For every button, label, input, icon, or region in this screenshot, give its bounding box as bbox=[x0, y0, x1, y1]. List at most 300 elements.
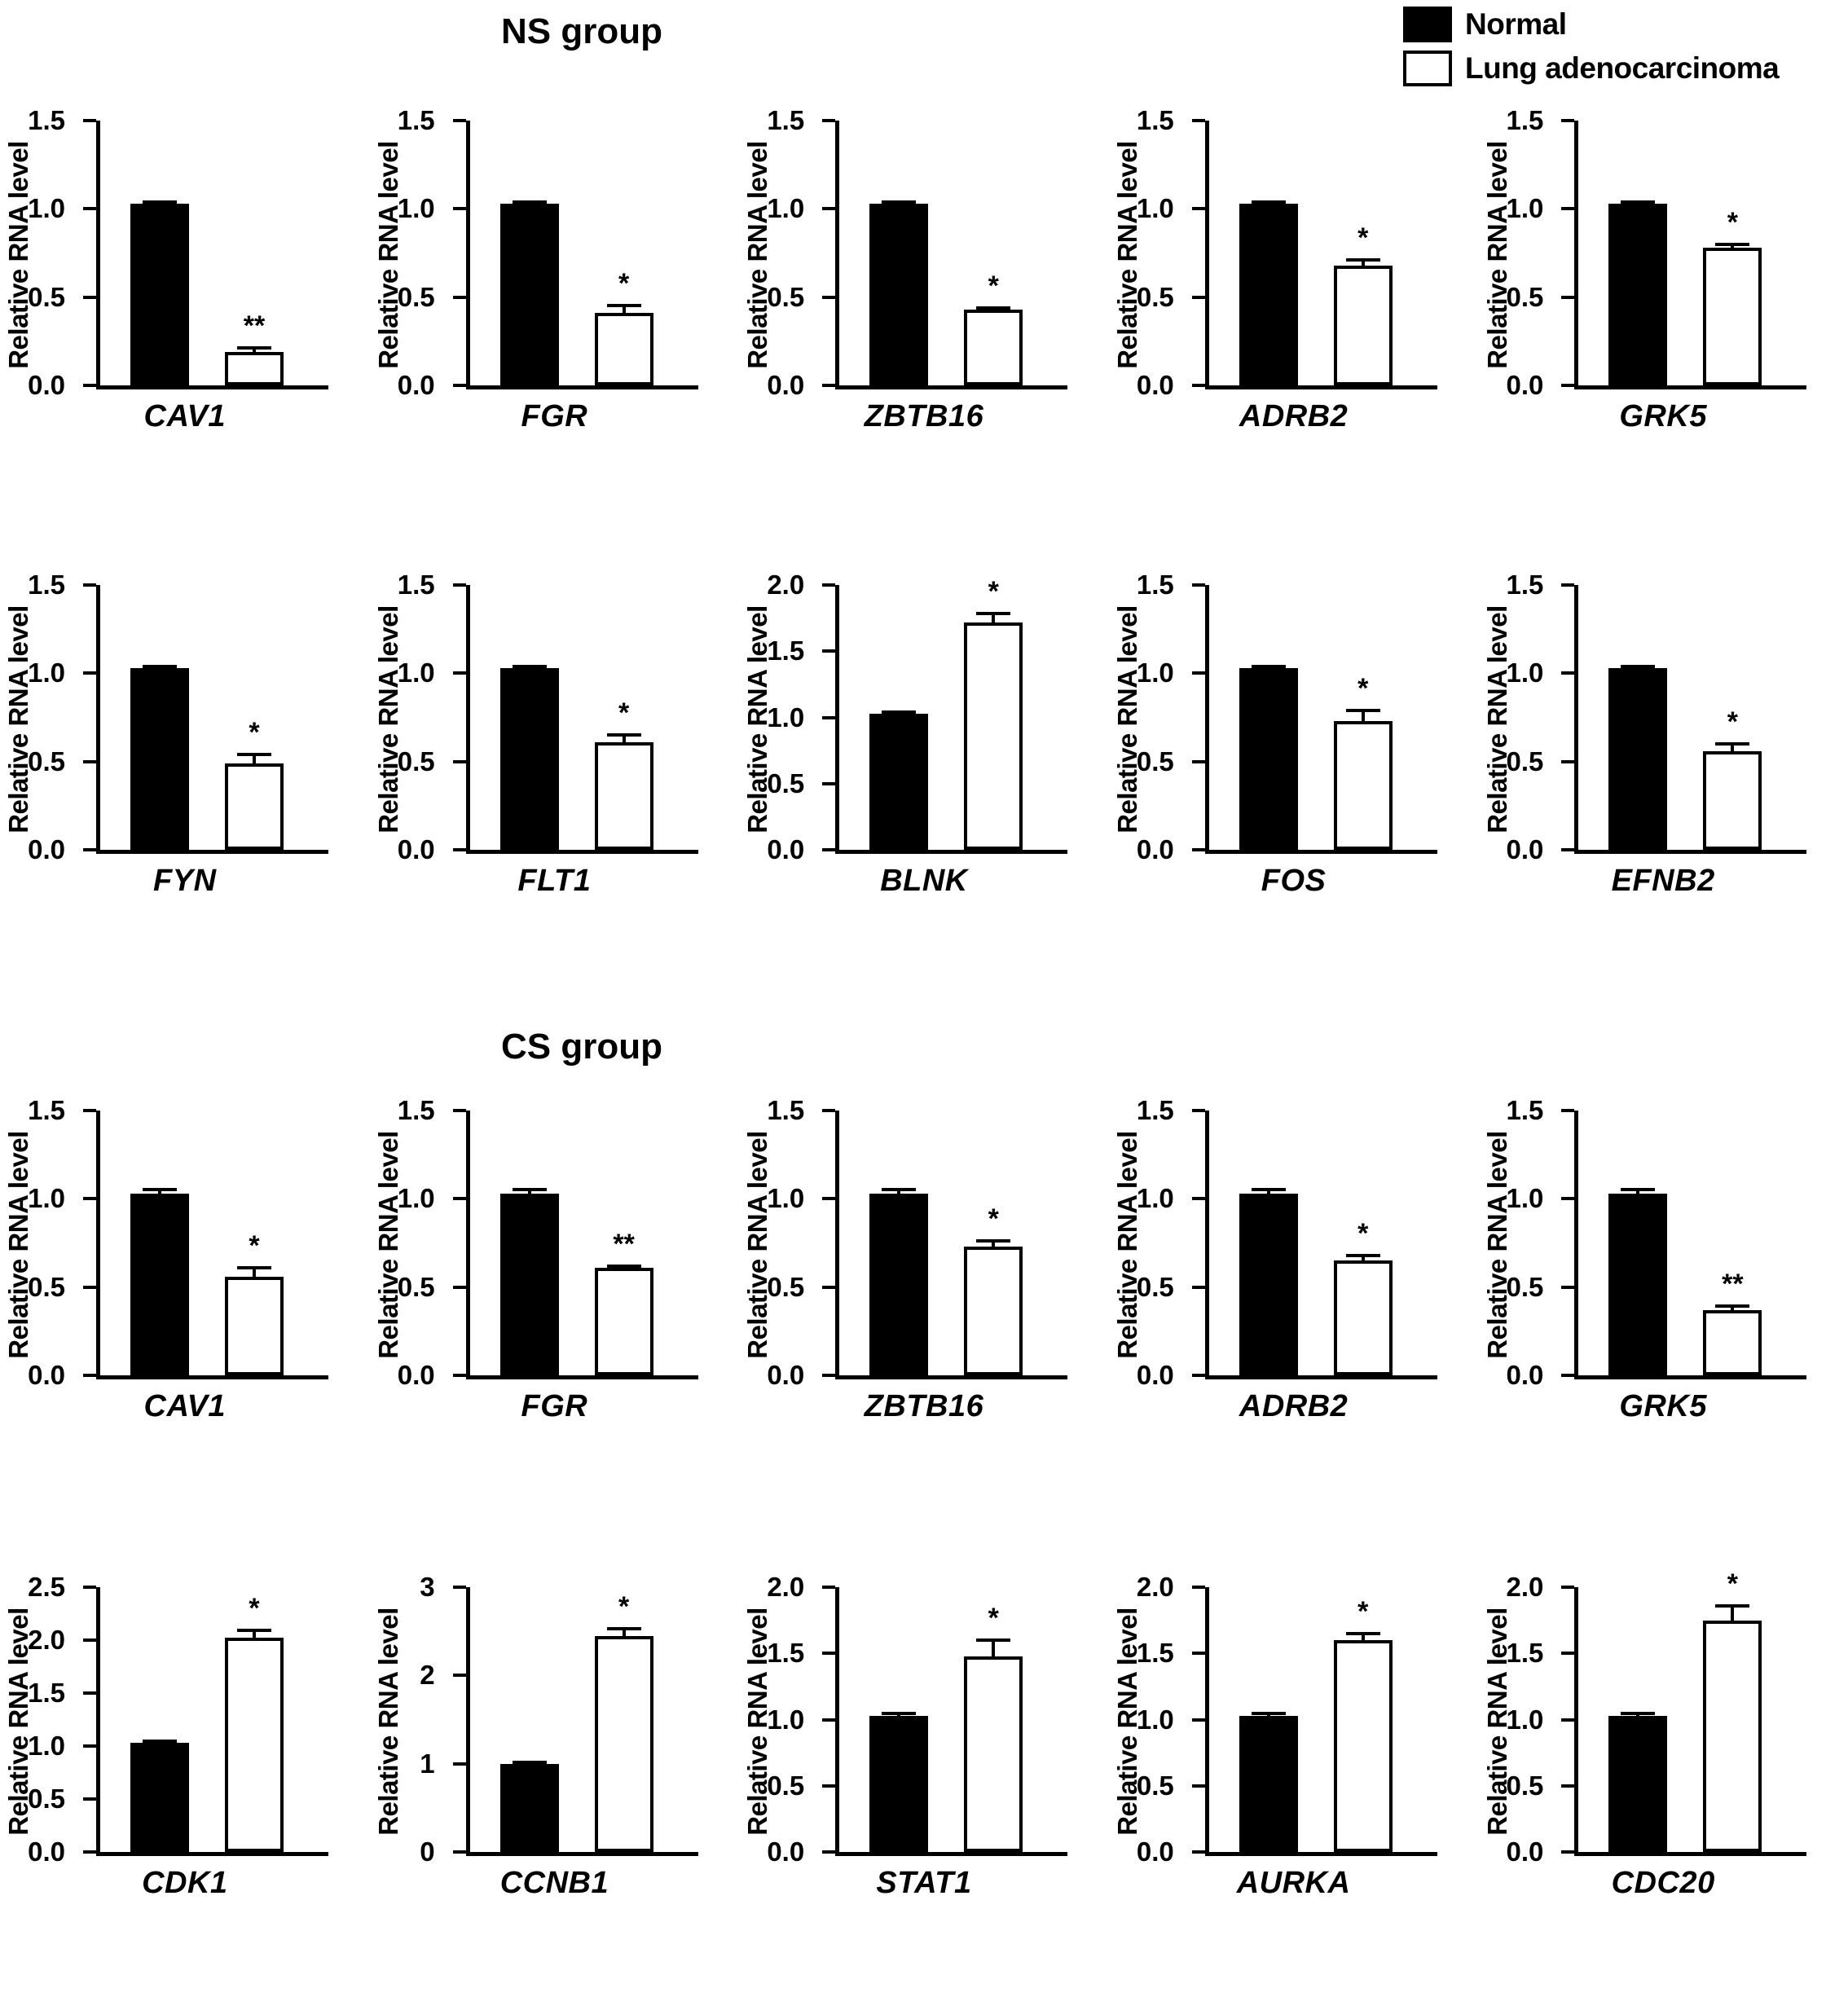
y-axis-tick bbox=[767, 105, 835, 135]
error-bar-cap bbox=[237, 1629, 271, 1632]
gene-label: EFNB2 bbox=[1611, 864, 1715, 898]
plot-area bbox=[1136, 1095, 1433, 1390]
y-axis-tick bbox=[397, 193, 466, 224]
error-bar-cap bbox=[976, 1239, 1010, 1243]
bar-normal bbox=[869, 1194, 928, 1375]
significance-marker: * bbox=[988, 1603, 999, 1634]
bar-lung-adenocarcinoma bbox=[1703, 751, 1762, 850]
y-axis-tick bbox=[1506, 105, 1574, 135]
y-axis-tick-label: 0.5 bbox=[28, 281, 65, 312]
significance-marker: * bbox=[988, 270, 999, 301]
y-axis-tick bbox=[1136, 834, 1205, 864]
y-axis-tick bbox=[1136, 1770, 1205, 1801]
bar-lung-adenocarcinoma bbox=[1703, 1621, 1762, 1852]
y-axis-tick bbox=[1506, 281, 1574, 312]
x-axis-line bbox=[466, 850, 698, 854]
y-axis-line bbox=[1205, 1587, 1209, 1856]
y-axis-tick-label: 2 bbox=[420, 1660, 435, 1691]
y-axis-tick-label: 1.0 bbox=[1506, 193, 1544, 224]
y-axis-tick bbox=[28, 746, 96, 776]
y-axis-line bbox=[835, 1111, 839, 1379]
y-axis-tick bbox=[767, 1183, 835, 1214]
y-axis-label: Relative RNA level bbox=[1481, 1131, 1512, 1359]
error-bar-cap bbox=[143, 200, 177, 204]
plot-area bbox=[1506, 105, 1802, 400]
y-axis-tick-label: 0.0 bbox=[767, 1836, 805, 1867]
gene-label: ZBTB16 bbox=[864, 399, 984, 433]
y-axis-tick-label: 0.0 bbox=[1506, 834, 1544, 864]
y-axis-tick bbox=[1136, 1836, 1205, 1867]
bar-normal bbox=[130, 1194, 189, 1375]
y-axis-label: Relative RNA level bbox=[3, 141, 34, 369]
bar-chart-panel bbox=[0, 1096, 370, 1446]
y-axis-tick-label: 1.0 bbox=[1136, 658, 1174, 688]
y-axis-tick bbox=[397, 1360, 466, 1390]
error-bar-cap bbox=[513, 1761, 547, 1764]
bar-normal bbox=[500, 1194, 559, 1375]
y-axis-tick bbox=[28, 1572, 96, 1602]
y-axis-tick-label: 1.5 bbox=[28, 105, 65, 135]
y-axis-line bbox=[1574, 1587, 1578, 1856]
y-axis-tick-label: 0.5 bbox=[1136, 746, 1174, 776]
y-axis-tick-label: 0.5 bbox=[397, 281, 435, 312]
x-axis-line bbox=[466, 1375, 698, 1379]
y-axis-tick bbox=[28, 370, 96, 400]
y-axis-tick bbox=[1136, 1271, 1205, 1302]
gene-label: GRK5 bbox=[1619, 1389, 1707, 1423]
plot-area bbox=[767, 570, 1063, 864]
bar-lung-adenocarcinoma bbox=[595, 313, 653, 385]
group-title-ns: NS group bbox=[501, 11, 662, 51]
legend-swatch-lung-adenocarcinoma bbox=[1403, 51, 1452, 86]
error-bar-cap bbox=[607, 1627, 641, 1630]
y-axis-tick bbox=[28, 1836, 96, 1867]
error-bar-cap bbox=[976, 612, 1010, 615]
error-bar-cap bbox=[143, 1188, 177, 1191]
y-axis-tick bbox=[397, 105, 466, 135]
error-bar-cap bbox=[1715, 1604, 1749, 1608]
panel-row-ns-2 bbox=[0, 570, 1848, 921]
bar-chart-panel bbox=[1109, 1096, 1479, 1446]
y-axis-tick-label: 0.5 bbox=[28, 746, 65, 776]
y-axis-tick-label: 1.5 bbox=[767, 105, 805, 135]
y-axis-tick bbox=[1136, 281, 1205, 312]
y-axis-tick-label: 0.0 bbox=[1136, 1836, 1174, 1867]
bar-normal bbox=[869, 204, 928, 385]
y-axis-tick-label: 0.5 bbox=[767, 1271, 805, 1302]
y-axis-line bbox=[96, 1111, 100, 1379]
plot-area bbox=[1136, 105, 1433, 400]
y-axis-tick bbox=[397, 1095, 466, 1125]
bar-chart-panel bbox=[1478, 570, 1848, 921]
error-bar-cap bbox=[1621, 1188, 1655, 1191]
y-axis-tick bbox=[397, 658, 466, 688]
y-axis-tick bbox=[420, 1748, 466, 1779]
y-axis-tick-label: 0.5 bbox=[1506, 1271, 1544, 1302]
y-axis-tick bbox=[28, 1784, 96, 1814]
gene-label: AURKA bbox=[1236, 1866, 1351, 1900]
bar-chart-panel bbox=[1478, 1568, 1848, 1923]
bar-lung-adenocarcinoma bbox=[595, 742, 653, 850]
bar-lung-adenocarcinoma bbox=[225, 763, 284, 850]
gene-label: ADRB2 bbox=[1239, 399, 1349, 433]
gene-label: BLNK bbox=[880, 864, 968, 898]
bar-lung-adenocarcinoma bbox=[225, 1638, 284, 1852]
y-axis-label: Relative RNA level bbox=[372, 1608, 403, 1836]
error-bar-cap bbox=[513, 665, 547, 668]
bar-normal bbox=[1239, 668, 1298, 850]
bar-chart-panel bbox=[0, 106, 370, 456]
bar-normal bbox=[500, 1764, 559, 1852]
y-axis-tick-label: 1.5 bbox=[1136, 105, 1174, 135]
x-axis-line bbox=[835, 385, 1067, 389]
y-axis-tick bbox=[767, 193, 835, 224]
y-axis-tick bbox=[767, 281, 835, 312]
bar-normal bbox=[1239, 1194, 1298, 1375]
y-axis-tick-label: 0.0 bbox=[767, 1360, 805, 1390]
significance-marker: * bbox=[1357, 1217, 1369, 1249]
plot-area bbox=[420, 1572, 694, 1867]
panel-row-cs-1 bbox=[0, 1096, 1848, 1446]
y-axis-tick-label: 2.0 bbox=[1136, 1572, 1174, 1602]
y-axis-tick-label: 2.0 bbox=[767, 570, 805, 600]
y-axis-tick-label: 2.0 bbox=[28, 1625, 65, 1655]
y-axis-line bbox=[466, 121, 470, 389]
y-axis-tick-label: 1.0 bbox=[28, 1731, 65, 1761]
y-axis-tick-label: 1.0 bbox=[397, 1183, 435, 1214]
y-axis-tick bbox=[767, 702, 835, 732]
y-axis-label: Relative RNA level bbox=[3, 1131, 34, 1359]
bar-lung-adenocarcinoma bbox=[964, 622, 1023, 851]
gene-label: STAT1 bbox=[876, 1866, 972, 1900]
gene-label: CAV1 bbox=[143, 1389, 227, 1423]
y-axis-tick-label: 0.0 bbox=[28, 370, 65, 400]
y-axis-tick-label: 0.5 bbox=[1506, 1770, 1544, 1801]
y-axis-tick bbox=[397, 281, 466, 312]
bar-lung-adenocarcinoma bbox=[595, 1268, 653, 1375]
y-axis-tick bbox=[420, 1836, 466, 1867]
y-axis-tick-label: 0.0 bbox=[28, 1836, 65, 1867]
y-axis-tick-label: 1 bbox=[420, 1748, 435, 1779]
y-axis-tick-label: 2.0 bbox=[767, 1572, 805, 1602]
y-axis-tick bbox=[1136, 1638, 1205, 1669]
y-axis-tick bbox=[1506, 834, 1574, 864]
y-axis-label: Relative RNA level bbox=[1111, 605, 1142, 834]
plot-area bbox=[28, 105, 324, 400]
gene-label: CAV1 bbox=[143, 399, 227, 433]
significance-marker: * bbox=[1727, 706, 1738, 737]
error-bar-cap bbox=[1621, 200, 1655, 204]
y-axis-tick bbox=[28, 1095, 96, 1125]
y-axis-tick-label: 0.0 bbox=[1136, 834, 1174, 864]
error-bar-cap bbox=[1252, 665, 1286, 668]
y-axis-line bbox=[835, 585, 839, 854]
y-axis-tick bbox=[767, 1360, 835, 1390]
y-axis-tick-label: 0.5 bbox=[1136, 281, 1174, 312]
y-axis-line bbox=[1205, 1111, 1209, 1379]
y-axis-tick-label: 1.0 bbox=[1136, 193, 1174, 224]
y-axis-tick bbox=[767, 768, 835, 798]
bar-lung-adenocarcinoma bbox=[1334, 1260, 1393, 1375]
bar-normal bbox=[130, 668, 189, 850]
error-bar-cap bbox=[143, 665, 177, 668]
bar-normal bbox=[130, 204, 189, 385]
y-axis-tick bbox=[767, 1770, 835, 1801]
y-axis-tick bbox=[1506, 370, 1574, 400]
y-axis-tick-label: 1.5 bbox=[767, 1638, 805, 1669]
y-axis-line bbox=[466, 1111, 470, 1379]
y-axis-tick bbox=[767, 1704, 835, 1735]
y-axis-tick bbox=[28, 570, 96, 600]
significance-marker: * bbox=[1357, 222, 1369, 253]
bar-lung-adenocarcinoma bbox=[964, 1656, 1023, 1853]
x-axis-line bbox=[466, 1852, 698, 1856]
y-axis-line bbox=[1574, 585, 1578, 854]
y-axis-line bbox=[1205, 585, 1209, 854]
y-axis-tick-label: 0.0 bbox=[1136, 370, 1174, 400]
error-bar-cap bbox=[607, 304, 641, 307]
plot-area bbox=[28, 1572, 324, 1867]
x-axis-line bbox=[1205, 385, 1437, 389]
y-axis-tick-label: 0.5 bbox=[397, 746, 435, 776]
gene-label: FGR bbox=[521, 399, 588, 433]
y-axis-tick-label: 1.0 bbox=[1136, 1704, 1174, 1735]
error-bar-cap bbox=[143, 1740, 177, 1743]
y-axis-label: Relative RNA level bbox=[372, 141, 403, 369]
y-axis-tick-label: 0.5 bbox=[397, 1271, 435, 1302]
significance-marker: ** bbox=[613, 1228, 635, 1260]
bar-lung-adenocarcinoma bbox=[964, 1247, 1023, 1375]
y-axis-line bbox=[1574, 121, 1578, 389]
y-axis-tick-label: 1.5 bbox=[767, 1095, 805, 1125]
y-axis-tick-label: 0.5 bbox=[767, 768, 805, 798]
y-axis-label: Relative RNA level bbox=[1481, 1608, 1512, 1836]
y-axis-tick-label: 0 bbox=[420, 1836, 435, 1867]
gene-label: FOS bbox=[1261, 864, 1327, 898]
y-axis-tick-label: 1.5 bbox=[1506, 570, 1544, 600]
y-axis-tick-label: 1.0 bbox=[1506, 1183, 1544, 1214]
plot-area bbox=[397, 105, 694, 400]
y-axis-tick bbox=[1136, 370, 1205, 400]
panel-row-ns-1 bbox=[0, 106, 1848, 456]
y-axis-tick-label: 0.0 bbox=[1136, 1360, 1174, 1390]
significance-marker: * bbox=[249, 716, 260, 748]
error-bar-cap bbox=[1715, 742, 1749, 746]
y-axis-tick bbox=[1506, 1095, 1574, 1125]
x-axis-line bbox=[96, 385, 328, 389]
significance-marker: * bbox=[618, 268, 630, 300]
y-axis-tick bbox=[1506, 570, 1574, 600]
y-axis-tick-label: 1.5 bbox=[28, 570, 65, 600]
plot-area bbox=[397, 570, 694, 864]
y-axis-label: Relative RNA level bbox=[1481, 141, 1512, 369]
bar-normal bbox=[500, 204, 559, 385]
y-axis-tick bbox=[1506, 1360, 1574, 1390]
x-axis-line bbox=[96, 1852, 328, 1856]
error-bar-cap bbox=[607, 1265, 641, 1268]
y-axis-label: Relative RNA level bbox=[1111, 1131, 1142, 1359]
y-axis-line bbox=[96, 121, 100, 389]
bar-chart-panel bbox=[1478, 1096, 1848, 1446]
bar-lung-adenocarcinoma bbox=[595, 1636, 653, 1852]
bar-chart-panel bbox=[739, 570, 1109, 921]
y-axis-label: Relative RNA level bbox=[742, 1131, 773, 1359]
y-axis-tick bbox=[1136, 1704, 1205, 1735]
error-bar-cap bbox=[882, 1188, 916, 1191]
y-axis-tick bbox=[420, 1572, 466, 1602]
x-axis-line bbox=[835, 1375, 1067, 1379]
x-axis-line bbox=[1205, 1375, 1437, 1379]
y-axis-label: Relative RNA level bbox=[1111, 141, 1142, 369]
bar-normal bbox=[500, 668, 559, 850]
error-bar-cap bbox=[1621, 1712, 1655, 1715]
y-axis-tick bbox=[1136, 1572, 1205, 1602]
y-axis-tick bbox=[1506, 1638, 1574, 1669]
error-bar-cap bbox=[237, 753, 271, 756]
y-axis-tick-label: 1.5 bbox=[397, 1095, 435, 1125]
legend-label-lung-adenocarcinoma: Lung adenocarcinoma bbox=[1465, 51, 1780, 85]
y-axis-tick-label: 0.5 bbox=[1506, 746, 1544, 776]
y-axis-tick bbox=[767, 834, 835, 864]
x-axis-line bbox=[1574, 850, 1806, 854]
bar-chart-panel bbox=[739, 1096, 1109, 1446]
bar-normal bbox=[130, 1743, 189, 1852]
y-axis-line bbox=[1205, 121, 1209, 389]
error-bar-cap bbox=[1346, 1254, 1380, 1257]
y-axis-tick-label: 2.0 bbox=[1506, 1572, 1544, 1602]
bar-lung-adenocarcinoma bbox=[1334, 721, 1393, 850]
error-bar-cap bbox=[1252, 200, 1286, 204]
bar-chart-panel bbox=[370, 1096, 740, 1446]
y-axis-tick-label: 0.0 bbox=[397, 370, 435, 400]
error-bar-cap bbox=[882, 200, 916, 204]
y-axis-label: Relative RNA level bbox=[1481, 605, 1512, 834]
bar-normal bbox=[1608, 1716, 1667, 1852]
y-axis-label: Relative RNA level bbox=[742, 1608, 773, 1836]
y-axis-tick-label: 0.5 bbox=[1506, 281, 1544, 312]
y-axis-tick bbox=[1136, 1183, 1205, 1214]
y-axis-tick bbox=[1136, 193, 1205, 224]
y-axis-label: Relative RNA level bbox=[742, 141, 773, 369]
y-axis-label: Relative RNA level bbox=[3, 1608, 34, 1836]
bar-lung-adenocarcinoma bbox=[1334, 266, 1393, 385]
y-axis-tick-label: 0.0 bbox=[767, 370, 805, 400]
y-axis-tick bbox=[28, 193, 96, 224]
y-axis-tick-label: 1.5 bbox=[1136, 1095, 1174, 1125]
bar-lung-adenocarcinoma bbox=[1334, 1640, 1393, 1852]
significance-marker: ** bbox=[1722, 1269, 1744, 1300]
x-axis-line bbox=[1205, 850, 1437, 854]
y-axis-tick-label: 1.0 bbox=[767, 1704, 805, 1735]
plot-area bbox=[28, 1095, 324, 1390]
y-axis-tick-label: 0.0 bbox=[28, 1360, 65, 1390]
y-axis-tick bbox=[28, 1625, 96, 1655]
plot-area bbox=[1506, 1095, 1802, 1390]
plot-area bbox=[28, 570, 324, 864]
error-bar-cap bbox=[882, 1712, 916, 1715]
y-axis-tick bbox=[1506, 193, 1574, 224]
y-axis-tick bbox=[1136, 1095, 1205, 1125]
bar-normal bbox=[869, 714, 928, 850]
y-axis-tick-label: 2.5 bbox=[28, 1572, 65, 1602]
y-axis-tick-label: 1.5 bbox=[397, 105, 435, 135]
error-bar-cap bbox=[1715, 243, 1749, 246]
error-bar-cap bbox=[976, 1639, 1010, 1642]
bar-chart-panel bbox=[1109, 1573, 1479, 1923]
significance-marker: * bbox=[1727, 1568, 1738, 1600]
y-axis-tick bbox=[767, 1836, 835, 1867]
error-bar-cap bbox=[1346, 709, 1380, 712]
y-axis-label: Relative RNA level bbox=[742, 605, 773, 834]
x-axis-line bbox=[835, 850, 1067, 854]
y-axis-tick-label: 1.0 bbox=[767, 193, 805, 224]
x-axis-line bbox=[1574, 385, 1806, 389]
plot-area bbox=[1136, 570, 1433, 864]
y-axis-tick-label: 0.5 bbox=[28, 1784, 65, 1814]
y-axis-tick bbox=[28, 281, 96, 312]
y-axis-tick bbox=[28, 658, 96, 688]
error-bar-cap bbox=[513, 200, 547, 204]
x-axis-line bbox=[1574, 1375, 1806, 1379]
y-axis-tick-label: 0.5 bbox=[1136, 1770, 1174, 1801]
x-axis-line bbox=[1205, 1852, 1437, 1856]
y-axis-tick bbox=[1506, 1572, 1574, 1602]
significance-marker: * bbox=[988, 575, 999, 607]
bar-chart-panel bbox=[1109, 570, 1479, 921]
gene-label: CDC20 bbox=[1611, 1866, 1715, 1900]
y-axis-line bbox=[96, 1587, 100, 1856]
x-axis-line bbox=[96, 850, 328, 854]
error-bar-cap bbox=[513, 1188, 547, 1191]
y-axis-tick bbox=[1506, 1704, 1574, 1735]
y-axis-tick bbox=[28, 105, 96, 135]
bar-chart-panel bbox=[370, 570, 740, 921]
bar-chart-panel bbox=[0, 1573, 370, 1923]
y-axis-tick-label: 0.0 bbox=[28, 834, 65, 864]
significance-marker: * bbox=[249, 1229, 260, 1261]
y-axis-tick bbox=[28, 834, 96, 864]
error-bar-cap bbox=[1346, 1632, 1380, 1635]
plot-area bbox=[767, 105, 1063, 400]
y-axis-tick-label: 1.0 bbox=[28, 1183, 65, 1214]
plot-area bbox=[767, 1572, 1063, 1867]
y-axis-tick bbox=[397, 570, 466, 600]
plot-area bbox=[1136, 1572, 1433, 1867]
y-axis-line bbox=[466, 1587, 470, 1856]
y-axis-tick bbox=[767, 1271, 835, 1302]
bar-chart-panel bbox=[739, 106, 1109, 456]
y-axis-tick bbox=[1136, 658, 1205, 688]
significance-marker: * bbox=[1727, 206, 1738, 238]
y-axis-tick-label: 0.0 bbox=[1506, 1836, 1544, 1867]
error-bar-cap bbox=[882, 710, 916, 714]
y-axis-tick-label: 1.5 bbox=[397, 570, 435, 600]
y-axis-tick bbox=[28, 1271, 96, 1302]
bar-normal bbox=[869, 1716, 928, 1852]
y-axis-tick bbox=[397, 746, 466, 776]
panel-row-cs-2 bbox=[0, 1568, 1848, 1923]
y-axis-tick bbox=[1506, 1271, 1574, 1302]
y-axis-label: Relative RNA level bbox=[372, 605, 403, 834]
y-axis-tick bbox=[767, 570, 835, 600]
y-axis-tick bbox=[1506, 746, 1574, 776]
y-axis-line bbox=[96, 585, 100, 854]
y-axis-tick bbox=[767, 370, 835, 400]
bar-normal bbox=[1239, 204, 1298, 385]
y-axis-tick bbox=[1136, 570, 1205, 600]
gene-label: FLT1 bbox=[517, 864, 592, 898]
legend-item-lung-adenocarcinoma bbox=[1403, 51, 1827, 86]
